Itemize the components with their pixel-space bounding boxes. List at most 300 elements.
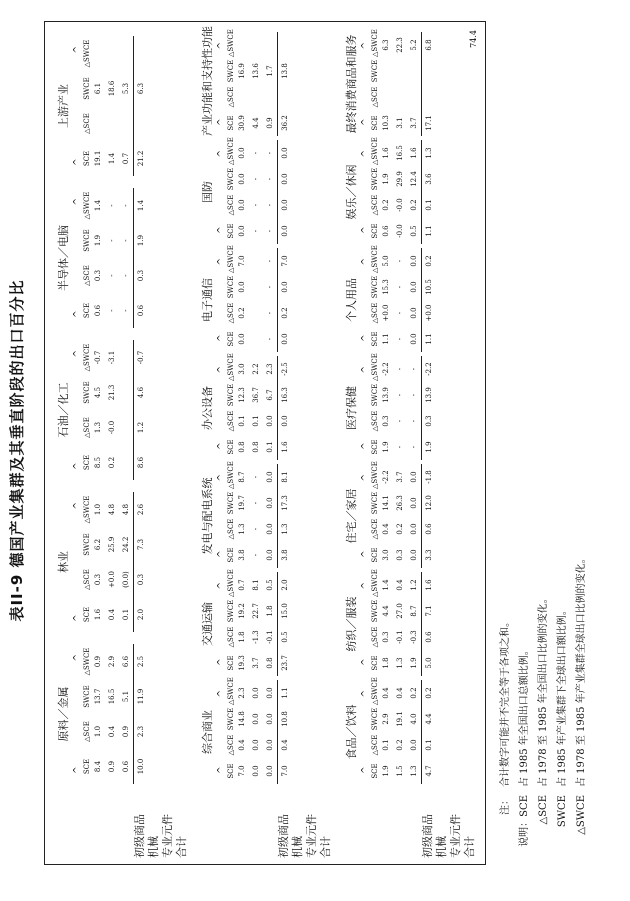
table-cell [119, 445, 134, 480]
table-cell: 8.7 [410, 605, 418, 617]
column-header: SWCE [371, 599, 379, 623]
table-cell: 4.4 [252, 117, 260, 129]
table-cell: 1.6 [278, 434, 293, 460]
table-row [119, 36, 134, 176]
table-cell: 22.3 [396, 37, 404, 53]
column-header: SCE [83, 606, 91, 623]
table-cell: 0.0 [238, 147, 246, 159]
cluster-name: 办公设备 [201, 386, 214, 430]
cluster-block [343, 245, 436, 352]
table-cell: 3.7 [396, 471, 404, 483]
total-row [134, 492, 149, 632]
note-key: △SWCE [576, 795, 587, 835]
table-cell: 0.9 [122, 725, 130, 738]
table-cell [263, 84, 278, 110]
column-header: △SWCE [227, 677, 235, 705]
table-cell: 2.0 [278, 572, 293, 598]
table-cell: 0.0 [410, 471, 418, 483]
table-cell: 2.5 [134, 644, 149, 679]
table-cell: 0.2 [396, 739, 404, 751]
column-header: △SCE [371, 734, 379, 756]
table-cell: - [266, 229, 274, 233]
table-row [249, 140, 263, 244]
table-cell: 6.3 [382, 39, 390, 51]
table-cell: 0.0 [278, 326, 293, 352]
column-header: SCE [371, 547, 379, 563]
table-cell: 1.1 [382, 333, 390, 345]
arrow-row [73, 340, 83, 480]
grand-total: 74.4 [469, 30, 478, 48]
cluster-table [227, 461, 292, 568]
table-row [91, 188, 105, 328]
table-cell: 18.6 [108, 80, 116, 97]
table-cell: - [266, 151, 274, 155]
table-cell: 0.2 [278, 300, 293, 326]
table-row [249, 356, 263, 460]
table-cell: 0.3 [382, 631, 390, 643]
row-label: 机械 [147, 836, 160, 858]
table-cell [393, 58, 407, 84]
note-line [496, 553, 515, 865]
table-cell: 19.1 [94, 150, 102, 167]
cluster-name: 国防 [201, 181, 214, 203]
table-cell: 7.0 [278, 248, 293, 274]
table-row [249, 680, 263, 784]
table-cell: 0.0 [238, 173, 246, 185]
table-cell: 36.7 [252, 387, 260, 403]
table-cell: 3.1 [396, 117, 404, 129]
table-cell: 1.9 [422, 434, 437, 460]
table-cell: 25.9 [108, 536, 116, 553]
table-cell: - [410, 419, 418, 423]
note-key: SWCE [557, 795, 568, 828]
page-title: 表II-9 德国产业集群及其垂直阶段的出口百分比 [8, 279, 26, 622]
table-cell: 0.5 [410, 225, 418, 237]
column-header: △SWCE [371, 461, 379, 489]
table-cell: 1.3 [422, 140, 437, 166]
row-label: 初级商品 [277, 814, 290, 858]
table-cell: 0.0 [252, 739, 260, 751]
column-header: SCE [83, 302, 91, 319]
note-text: 合计数字可能并不完全等于各项之和。 [500, 617, 511, 787]
row-label: 机械 [435, 836, 448, 858]
table-cell: 2.9 [382, 713, 390, 725]
table-cell: 2.3 [134, 714, 149, 749]
caret-icon: ^ [361, 442, 371, 450]
row-labels-band-2 [277, 814, 333, 858]
table-cell: 11.9 [134, 679, 149, 714]
table-row [393, 680, 407, 784]
table-cell: 0.3 [94, 269, 102, 282]
table-row [379, 140, 393, 244]
total-row [422, 356, 437, 460]
table-cell: 13.8 [278, 58, 293, 84]
table-cell: 8.5 [94, 456, 102, 469]
arrow-row [73, 492, 83, 632]
table-cell: 0.0 [266, 549, 274, 561]
table-cell: 10.0 [134, 749, 149, 784]
table-cell: 4.8 [108, 503, 116, 516]
table-cell: -0.7 [134, 340, 149, 375]
caret-icon: ^ [73, 310, 83, 318]
table-cell: 5.1 [122, 690, 130, 703]
arrow-row [361, 248, 371, 352]
caret-icon: ^ [73, 766, 83, 774]
table-cell: - [266, 311, 274, 315]
arrow-row [217, 356, 227, 460]
table-cell: - [396, 285, 404, 289]
column-header: SWCE [371, 167, 379, 191]
row-labels-band-3 [421, 814, 477, 858]
table-cell: 1.6 [422, 572, 437, 598]
table-row [393, 356, 407, 460]
column-header: △SWCE [227, 461, 235, 489]
table-cell: 0.9 [266, 117, 274, 129]
table-row [263, 140, 278, 244]
table-cell: 15.0 [278, 598, 293, 624]
table-cell: 7.0 [238, 765, 246, 777]
caret-icon: ^ [361, 474, 371, 482]
arrow-row [73, 644, 83, 784]
row-label: 专业元件 [161, 814, 174, 858]
table-cell: 2.3 [238, 687, 246, 699]
table-cell [249, 84, 263, 110]
table-cell: 0.3 [94, 573, 102, 586]
table-cell: 21.3 [108, 384, 116, 401]
column-header: △SCE [371, 194, 379, 216]
table-cell [119, 410, 134, 445]
table-cell: 8.6 [134, 445, 149, 480]
cluster-name: 医疗保健 [345, 386, 358, 430]
table-cell: -0.7 [94, 350, 102, 365]
column-header: SWCE [83, 381, 91, 404]
arrow-row [217, 248, 227, 352]
column-header: SCE [371, 763, 379, 779]
table-row [407, 680, 422, 784]
table-cell: 4.8 [122, 503, 130, 516]
note-line [515, 553, 534, 865]
table-cell: - [266, 337, 274, 341]
total-row [422, 140, 437, 244]
column-header: △SCE [227, 734, 235, 756]
caret-icon: ^ [73, 158, 83, 166]
table-cell: 4.5 [94, 386, 102, 399]
table-cell: +0.0 [108, 571, 116, 588]
table-cell: 12.0 [422, 490, 437, 516]
table-cell: 3.8 [238, 549, 246, 561]
column-header: SCE [371, 439, 379, 455]
total-row [278, 464, 293, 568]
column-header: SCE [83, 758, 91, 775]
column-header: SCE [227, 655, 235, 671]
column-header: △SCE [371, 626, 379, 648]
table-row [407, 248, 422, 352]
cluster-block [199, 245, 292, 352]
caret-icon: ^ [361, 226, 371, 234]
table-cell [249, 32, 263, 58]
column-header: △SWCE [227, 353, 235, 381]
table-cell: 1.1 [278, 680, 293, 706]
table-cell [235, 32, 249, 58]
table-cell: 0.2 [396, 523, 404, 535]
table-row [263, 356, 278, 460]
column-header: △SWCE [371, 353, 379, 381]
table-cell [422, 84, 437, 110]
table-cell: 0.4 [382, 687, 390, 699]
cluster-block [199, 353, 292, 460]
table-cell: 1.8 [382, 657, 390, 669]
note-text: 占 1978 至 1985 年全国出口比例的变化。 [538, 593, 549, 787]
total-row [134, 340, 149, 480]
table-cell: -0.0 [108, 420, 116, 435]
table-cell: 1.9 [94, 234, 102, 247]
table-cell: - [122, 309, 130, 312]
table-cell: - [410, 367, 418, 371]
caret-icon: ^ [73, 502, 83, 510]
cluster-table [227, 245, 292, 352]
cluster-table [83, 188, 148, 328]
table-cell: 1.3 [94, 421, 102, 434]
cluster-block [343, 29, 436, 136]
column-header: SWCE [371, 59, 379, 83]
table-cell: 0.0 [278, 140, 293, 166]
table-row [235, 680, 249, 784]
caret-icon: ^ [361, 334, 371, 342]
column-header: SCE [83, 150, 91, 167]
table-cell: 19.7 [238, 495, 246, 511]
table-cell: 0.6 [422, 516, 437, 542]
table-cell [249, 300, 263, 326]
table-cell: - [410, 445, 418, 449]
table-cell: 30.9 [238, 115, 246, 131]
cluster-block [55, 340, 148, 480]
table-cell: - [396, 445, 404, 449]
note-text: 占 1985 年全国出口总额比例。 [519, 645, 530, 787]
caret-icon: ^ [361, 582, 371, 590]
table-cell: 4.4 [422, 706, 437, 732]
table-cell: - [252, 203, 260, 207]
table-cell: 1.0 [94, 725, 102, 738]
column-header: △SCE [83, 417, 91, 438]
table-cell: -2.5 [278, 356, 293, 382]
table-cell: 0.0 [266, 739, 274, 751]
table-cell [249, 326, 263, 352]
cluster-block [343, 137, 436, 244]
table-cell: 0.3 [382, 415, 390, 427]
table-cell: 6.7 [266, 389, 274, 401]
table-cell: 0.2 [422, 248, 437, 274]
table-cell [379, 58, 393, 84]
table-cell: 36.2 [278, 110, 293, 136]
table-cell: - [122, 204, 130, 207]
table-row [407, 32, 422, 136]
arrow-row [73, 36, 83, 176]
table-cell: 1.9 [410, 657, 418, 669]
table-cell [119, 106, 134, 141]
table-cell: 0.4 [396, 579, 404, 591]
table-cell: +0.0 [382, 304, 390, 322]
column-header: △SWCE [371, 677, 379, 705]
table-cell: 15.3 [382, 279, 390, 295]
cluster-block [343, 677, 436, 784]
table-row [235, 356, 249, 460]
table-cell: 2.3 [266, 363, 274, 375]
arrow-row [361, 356, 371, 460]
table-cell [407, 58, 422, 84]
table-cell: 22.7 [252, 603, 260, 619]
column-header: △SWCE [83, 495, 91, 524]
table-cell: 1.4 [108, 152, 116, 165]
caret-icon: ^ [217, 582, 227, 590]
table-cell: 0.1 [382, 739, 390, 751]
cluster-block [199, 461, 292, 568]
column-header: SWCE [227, 707, 235, 731]
caret-icon: ^ [73, 614, 83, 622]
table-row [91, 644, 105, 784]
table-cell: 5.2 [410, 39, 418, 51]
column-header: △SCE [227, 302, 235, 324]
table-cell: 0.0 [410, 497, 418, 509]
table-cell: - [266, 259, 274, 263]
table-cell: 0.7 [122, 152, 130, 165]
table-cell: 0.9 [108, 760, 116, 773]
table-cell: 4.0 [410, 713, 418, 725]
table-cell: -0.0 [396, 224, 404, 238]
cluster-table [83, 644, 148, 784]
cluster-table [371, 353, 436, 460]
table-row [105, 492, 119, 632]
total-row [422, 464, 437, 568]
column-header: SWCE [227, 59, 235, 83]
row-label: 合计 [319, 836, 332, 858]
caret-icon: ^ [217, 334, 227, 342]
table-row [379, 32, 393, 136]
table-cell: - [108, 274, 116, 277]
table-cell: 0.5 [266, 579, 274, 591]
caret-icon: ^ [361, 766, 371, 774]
column-header: SWCE [83, 229, 91, 252]
table-cell: 6.3 [134, 71, 149, 106]
table-cell: 0.0 [238, 281, 246, 293]
table-cell: 0.0 [278, 166, 293, 192]
table-row [393, 140, 407, 244]
total-row [278, 356, 293, 460]
column-header: △SCE [371, 518, 379, 540]
table-cell: - [396, 337, 404, 341]
total-row [422, 680, 437, 784]
caret-icon: ^ [361, 550, 371, 558]
caret-icon: ^ [217, 226, 227, 234]
caret-icon: ^ [73, 654, 83, 662]
table-row [379, 248, 393, 352]
table-cell: 1.9 [382, 441, 390, 453]
table-cell: - [266, 177, 274, 181]
table-cell: 3.0 [382, 549, 390, 561]
table-cell: 19.3 [238, 655, 246, 671]
table-cell: - [266, 285, 274, 289]
table-cell: (0.0) [122, 571, 130, 588]
table-cell [393, 84, 407, 110]
note-key: 注： [500, 795, 511, 815]
total-row [278, 572, 293, 676]
table-cell: 1.5 [396, 765, 404, 777]
table-cell: 0.3 [422, 408, 437, 434]
caret-icon: ^ [217, 690, 227, 698]
table-cell: 1.2 [410, 579, 418, 591]
column-header: △SWCE [227, 29, 235, 57]
table-cell: 0.6 [94, 304, 102, 317]
column-header: △SCE [371, 410, 379, 432]
column-header: △SCE [83, 721, 91, 742]
table-cell: 2.6 [134, 492, 149, 527]
table-cell: 0.0 [410, 523, 418, 535]
column-header: SWCE [371, 707, 379, 731]
caret-icon: ^ [361, 366, 371, 374]
table-cell: 0.0 [278, 192, 293, 218]
column-header: SWCE [227, 167, 235, 191]
table-cell: - [108, 204, 116, 207]
table-cell: 0.3 [134, 258, 149, 293]
table-cell: 0.1 [238, 415, 246, 427]
table-cell [105, 36, 119, 71]
table-cell: 1.4 [382, 579, 390, 591]
table-cell: 1.1 [422, 218, 437, 244]
table-cell: -0.0 [396, 198, 404, 212]
column-header: △SWCE [371, 245, 379, 273]
table-cell: -3.1 [108, 350, 116, 365]
table-row [379, 680, 393, 784]
total-row [422, 32, 437, 136]
table-cell: 26.3 [396, 495, 404, 511]
cluster-name: 个人用品 [345, 278, 358, 322]
table-cell: 1.3 [396, 657, 404, 669]
column-header: △SCE [371, 86, 379, 108]
table-cell: 0.6 [122, 760, 130, 773]
caret-icon: ^ [217, 550, 227, 558]
total-row [134, 188, 149, 328]
column-header: △SWCE [371, 29, 379, 57]
table-cell: 4.6 [134, 375, 149, 410]
table-cell: 0.1 [422, 192, 437, 218]
table-cell: 1.9 [382, 765, 390, 777]
caret-icon: ^ [217, 766, 227, 774]
table-cell: - [252, 501, 260, 505]
table-row [105, 188, 119, 328]
cluster-name: 纺织／服装 [345, 596, 358, 652]
table-cell: 0.2 [410, 687, 418, 699]
table-cell: 1.0 [94, 503, 102, 516]
table-cell: 0.0 [238, 199, 246, 211]
table-cell: 6.6 [122, 655, 130, 668]
table-cell: 19.1 [396, 711, 404, 727]
arrow-row [217, 572, 227, 676]
table-cell: 13.9 [422, 382, 437, 408]
column-header: SCE [371, 331, 379, 347]
column-header: SCE [227, 115, 235, 131]
table-cell: 0.0 [266, 523, 274, 535]
table-row [119, 188, 134, 328]
column-header: △SCE [371, 302, 379, 324]
table-cell: -1.8 [422, 464, 437, 490]
table-row [119, 644, 134, 784]
table-cell: 0.0 [252, 687, 260, 699]
table-cell: 0.4 [396, 687, 404, 699]
column-header: △SWCE [227, 245, 235, 273]
cluster-table [227, 29, 292, 136]
table-row [393, 32, 407, 136]
table-row [393, 572, 407, 676]
table-row [235, 32, 249, 136]
